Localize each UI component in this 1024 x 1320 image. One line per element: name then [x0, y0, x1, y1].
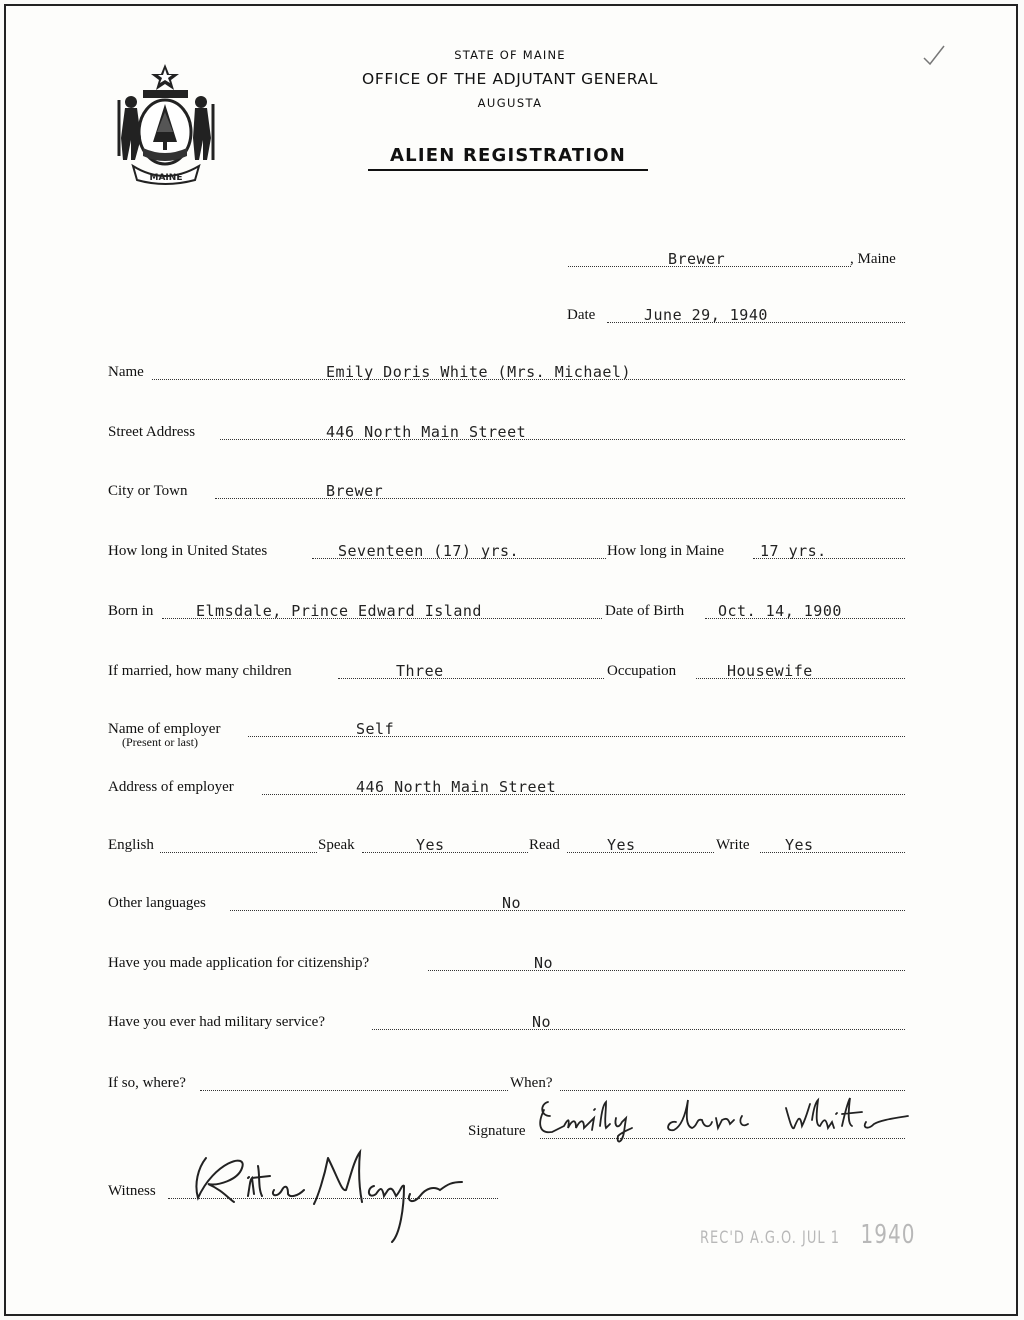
speak-label: Speak: [318, 837, 355, 853]
employer-sublabel: (Present or last): [122, 735, 198, 749]
street-row: [0, 417, 1024, 443]
place-value[interactable]: Brewer: [668, 250, 726, 268]
english-label: English: [108, 837, 154, 853]
header-city: AUGUSTA: [477, 96, 543, 110]
date-label: Date: [567, 307, 596, 323]
read-label: Read: [529, 837, 560, 853]
military-label: Have you ever had military service?: [108, 1014, 325, 1030]
english-row: [0, 830, 1024, 856]
witness-handwriting[interactable]: [178, 1138, 478, 1248]
us-duration-label: How long in United States: [108, 543, 268, 559]
place-row: [0, 244, 1024, 270]
maine-state-seal: [113, 60, 218, 188]
street-value[interactable]: 446 North Main Street: [326, 423, 527, 441]
employer-address-label: Address of employer: [108, 779, 234, 795]
received-stamp: [700, 1218, 915, 1249]
seal-label: MAINE: [149, 173, 183, 183]
speak-value[interactable]: Yes: [416, 836, 445, 854]
other-languages-value[interactable]: No: [502, 894, 522, 912]
city-value[interactable]: Brewer: [326, 482, 384, 500]
form-title: ALIEN REGISTRATION: [368, 145, 648, 171]
occupation-label: Occupation: [607, 663, 677, 679]
stamp-year: 1940: [860, 1218, 916, 1250]
street-label: Street Address: [108, 424, 196, 440]
write-value[interactable]: Yes: [785, 836, 814, 854]
born-in-value[interactable]: Elmsdale, Prince Edward Island: [196, 602, 482, 620]
military-row: [0, 1007, 1024, 1033]
us-duration-value[interactable]: Seventeen (17) yrs.: [338, 542, 520, 560]
military-value[interactable]: No: [532, 1013, 552, 1031]
citizenship-value[interactable]: No: [534, 954, 554, 972]
witness-row: [0, 1176, 1024, 1202]
dob-value[interactable]: Oct. 14, 1900: [718, 602, 842, 620]
stamp-text: REC'D A.G.O. JUL 1: [700, 1228, 841, 1249]
name-label: Name: [108, 364, 144, 380]
other-languages-row: [0, 888, 1024, 914]
children-label: If married, how many children: [108, 663, 292, 679]
citizenship-label: Have you made application for citizenship?: [108, 955, 370, 971]
date-value[interactable]: June 29, 1940: [644, 306, 768, 324]
maine-duration-value[interactable]: 17 yrs.: [760, 542, 827, 560]
place-suffix: , Maine: [850, 251, 896, 267]
maine-duration-label: How long in Maine: [607, 543, 725, 559]
header-state: STATE OF MAINE: [454, 48, 566, 62]
dob-label: Date of Birth: [605, 603, 685, 619]
duration-row: [0, 536, 1024, 562]
date-row: [0, 300, 1024, 326]
other-languages-label: Other languages: [108, 895, 206, 911]
employer-address-row: [0, 772, 1024, 798]
employer-value[interactable]: Self: [356, 720, 395, 738]
employer-address-value[interactable]: 446 North Main Street: [356, 778, 557, 796]
read-value[interactable]: Yes: [607, 836, 636, 854]
birth-row: [0, 596, 1024, 622]
children-row: [0, 656, 1024, 682]
signature-handwriting[interactable]: [536, 1088, 916, 1148]
write-label: Write: [716, 837, 750, 853]
header-office: OFFICE OF THE ADJUTANT GENERAL: [362, 70, 658, 88]
signature-label: Signature: [468, 1123, 526, 1139]
name-row: [0, 357, 1024, 383]
city-row: [0, 476, 1024, 502]
citizenship-row: [0, 948, 1024, 974]
children-value[interactable]: Three: [396, 662, 444, 680]
where-label: If so, where?: [108, 1075, 186, 1091]
check-mark-icon: [922, 44, 946, 66]
witness-label: Witness: [108, 1183, 156, 1199]
occupation-value[interactable]: Housewife: [727, 662, 813, 680]
city-label: City or Town: [108, 483, 188, 499]
born-in-label: Born in: [108, 603, 154, 619]
employer-label: Name of employer: [108, 721, 221, 737]
when-label: When?: [510, 1075, 553, 1091]
name-value[interactable]: Emily Doris White (Mrs. Michael): [326, 363, 631, 381]
